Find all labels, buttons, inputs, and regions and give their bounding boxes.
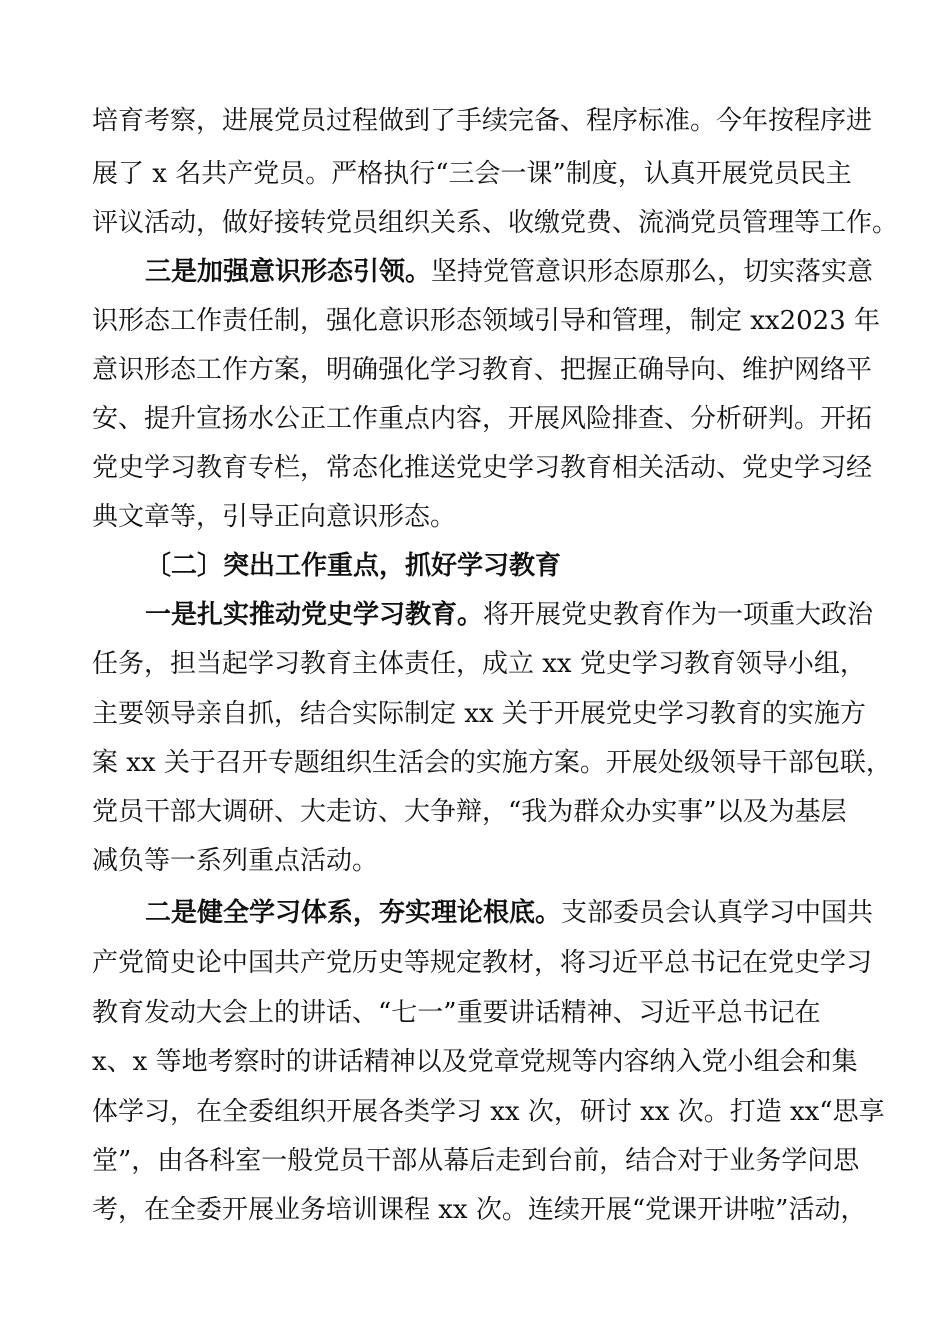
- line-text: 坚持党管意识形态原那么，切实落实意: [431, 257, 874, 287]
- text-line: [92, 451, 872, 485]
- text-line: [145, 598, 873, 632]
- text-line: [92, 500, 456, 534]
- line-text: 评议活动，做好接转党员组织关系、收缴党费、流淌党员管理等工作。: [92, 208, 899, 238]
- line-text: 主要领导亲自抓，结合实际制定 xx 关于开展党史学习教育的实施方: [92, 699, 866, 729]
- line-text: 识形态工作责任制，强化意识形态领域引导和管理，制定 xx2023 年: [92, 306, 881, 336]
- line-text: 意识形态工作方案，明确强化学习教育、把握正确导向、维护网络平: [92, 355, 873, 385]
- text-line: [92, 795, 847, 829]
- text-line: [92, 996, 821, 1030]
- line-text: 堂”，由各科室一般党员干部从幕后走到台前，结合对于业务学问思: [92, 1146, 860, 1176]
- line-text: 安、提升宣扬水公正工作重点内容，开展风险排查、分析研判。开拓: [92, 404, 873, 434]
- text-line: [92, 402, 872, 436]
- line-text: 党史学习教育专栏，常态化推送党史学习教育相关活动、党史学习经: [92, 453, 873, 483]
- text-line: [92, 104, 872, 138]
- line-text: 产党简史论中国共产党历史等规定教材，将习近平总书记在党史学习: [92, 948, 873, 978]
- text-line: [145, 896, 873, 930]
- line-text: 党员干部大调研、大走访、大争辩，“我为群众办实事”以及为基层: [92, 797, 847, 827]
- line-lead: 二是健全学习体系，夯实理论根底。: [145, 898, 562, 928]
- line-text: 教育发动大会上的讲话、“七一”重要讲话精神、习近平总书记在: [92, 998, 821, 1028]
- text-line: [92, 353, 872, 387]
- text-line: [92, 1144, 859, 1178]
- line-text: 案 xx 关于召开专题组织生活会的实施方案。开展处级领导干部包联，: [92, 748, 892, 778]
- text-line: [92, 746, 892, 780]
- text-line: [92, 647, 866, 681]
- text-line: [92, 697, 866, 731]
- text-line: [92, 304, 880, 338]
- text-line: [92, 1095, 885, 1129]
- line-lead: 一是扎实推动党史学习教育。: [145, 600, 484, 630]
- line-text: 展了 x 名共产党员。严格执行“三会一课”制度，认真开展党员民主: [92, 159, 852, 189]
- line-text: 典文章等，引导正向意识形态。: [92, 502, 457, 532]
- text-line: [145, 255, 873, 289]
- line-lead: 三是加强意识形态引领。: [145, 257, 432, 287]
- line-text: 支部委员会认真学习中国共: [561, 898, 874, 928]
- text-line: [92, 844, 378, 878]
- line-text: 〔二〕突出工作重点，抓好学习教育: [145, 551, 562, 581]
- text-line: [92, 206, 898, 240]
- section-heading: [145, 549, 561, 583]
- line-text: x、x 等地考察时的讲话精神以及党章党规等内容纳入党小组会和集: [92, 1047, 858, 1077]
- line-text: 体学习，在全委组织开展各类学习 xx 次，研讨 xx 次。打造 xx“思享: [92, 1097, 885, 1127]
- text-line: [92, 157, 852, 191]
- line-text: 减负等一系列重点活动。: [92, 846, 379, 876]
- line-text: 将开展党史教育作为一项重大政治: [483, 600, 874, 630]
- text-line: [92, 1045, 858, 1079]
- text-line: [92, 946, 872, 980]
- text-line: [92, 1193, 866, 1227]
- line-text: 任务，担当起学习教育主体责任，成立 xx 党史学习教育领导小组，: [92, 649, 866, 679]
- line-text: 考，在全委开展业务培训课程 xx 次。连续开展“党课开讲啦”活动，: [92, 1195, 867, 1225]
- line-text: 培育考察，进展党员过程做到了手续完备、程序标准。今年按程序进: [92, 106, 873, 136]
